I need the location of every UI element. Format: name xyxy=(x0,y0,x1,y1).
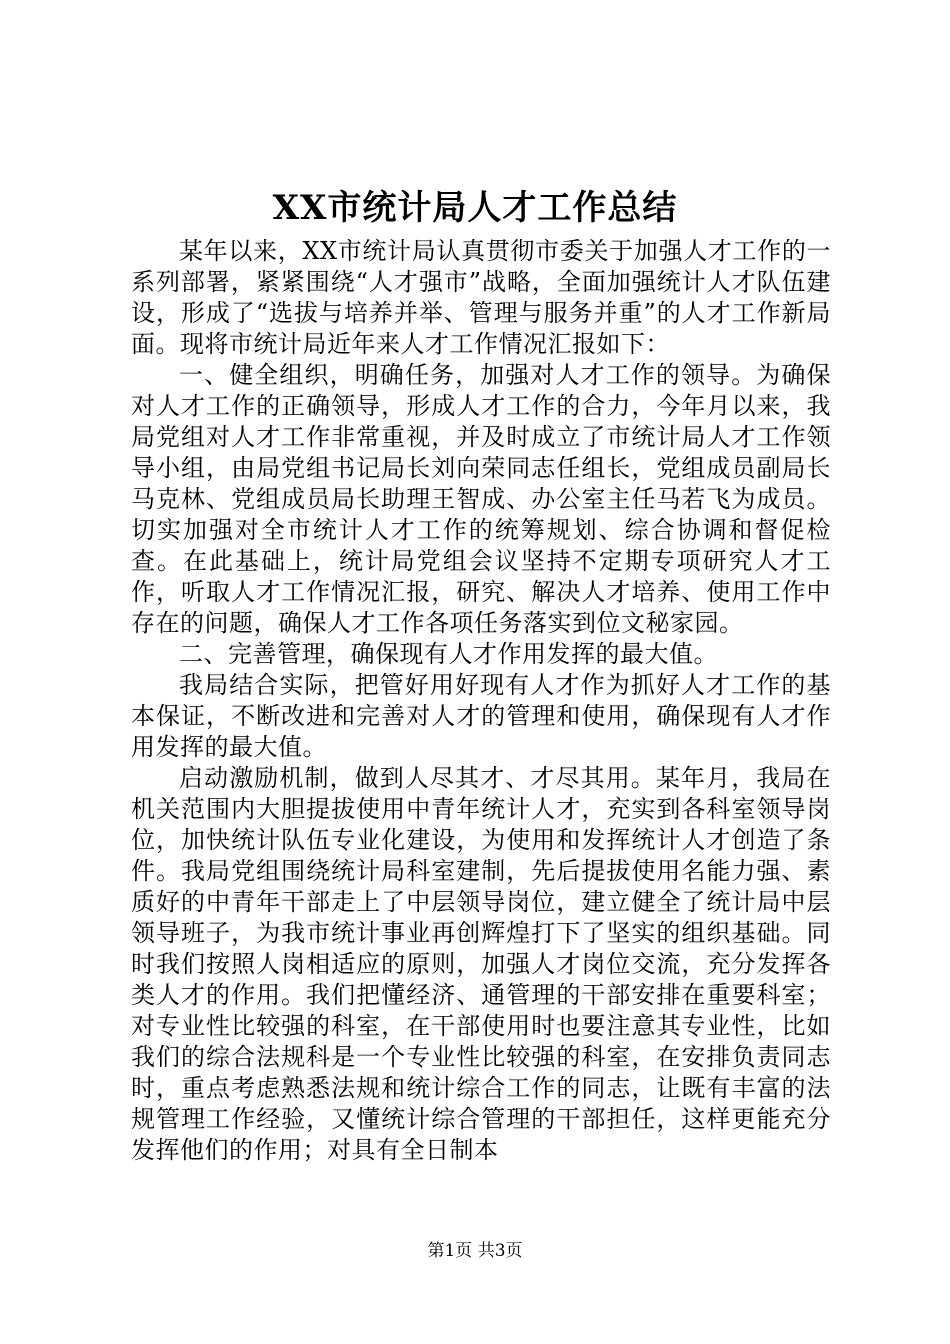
document-body xyxy=(131,236,831,1166)
paragraph-intro: 某年以来，XX市统计局认真贯彻市委关于加强人才工作的一系列部署，紧紧围绕“人才强市”战略，全面加强统计人才队伍建设，形成了“选拔与培养并举、管理与服务并重”的人才工作新局面。现将市统计局近年来人才工作情况汇报如下： xyxy=(131,237,831,358)
page-number-footer: 第1页 共3页 xyxy=(427,1241,523,1261)
paragraph-section-one: 一、健全组织，明确任务，加强对人才工作的领导。为确保对人才工作的正确领导，形成人才工作的合力，今年月以来，我局党组对人才工作非常重视，并及时成立了市统计局人才工作领导小组，由局党组书记局长刘向荣同志任组长，党组成员副局长马克林、党组成员局长助理王智成、办公室主任马若飞为成员。切实加强对全市统计人才工作的统筹规划、综合协调和督促检查。在此基础上，统计局党组会议坚持不定期专项研究人才工作，听取人才工作情况汇报，研究、解决人才培养、使用工作中存在的问题，确保人才工作各项任务落实到位文秘家园。 xyxy=(131,361,831,637)
paragraph-section-two-heading: 二、完善管理，确保现有人才作用发挥的最大值。 xyxy=(179,640,718,668)
paragraph-management: 我局结合实际，把管好用好现有人才作为抓好人才工作的基本保证，不断改进和完善对人才的管理和使用，确保现有人才作用发挥的最大值。 xyxy=(131,671,831,761)
document-title: XX市统计局人才工作总结 xyxy=(272,188,678,228)
paragraph-incentive: 启动激励机制，做到人尽其才、才尽其用。某年月，我局在机关范围内大胆提拔使用中青年统计人才，充实到各科室领导岗位，加快统计队伍专业化建设，为使用和发挥统计人才创造了条件。我局党组围绕统计局科室建制，先后提拔使用名能力强、素质好的中青年干部走上了中层领导岗位，建立健全了统计局中层领导班子，为我市统计事业再创辉煌打下了坚实的组织基础。同时我们按照人岗相适应的原则，加强人才岗位交流，充分发挥各类人才的作用。我们把懂经济、通管理的干部安排在重要科室；对专业性比较强的科室，在干部使用时也要注意其专业性，比如我们的综合法规科是一个专业性比较强的科室，在安排负责同志时，重点考虑熟悉法规和统计综合工作的同志，让既有丰富的法规管理工作经验，又懂统计综合管理的干部担任，这样更能充分发挥他们的作用；对具有全日制本 xyxy=(131,764,831,1164)
